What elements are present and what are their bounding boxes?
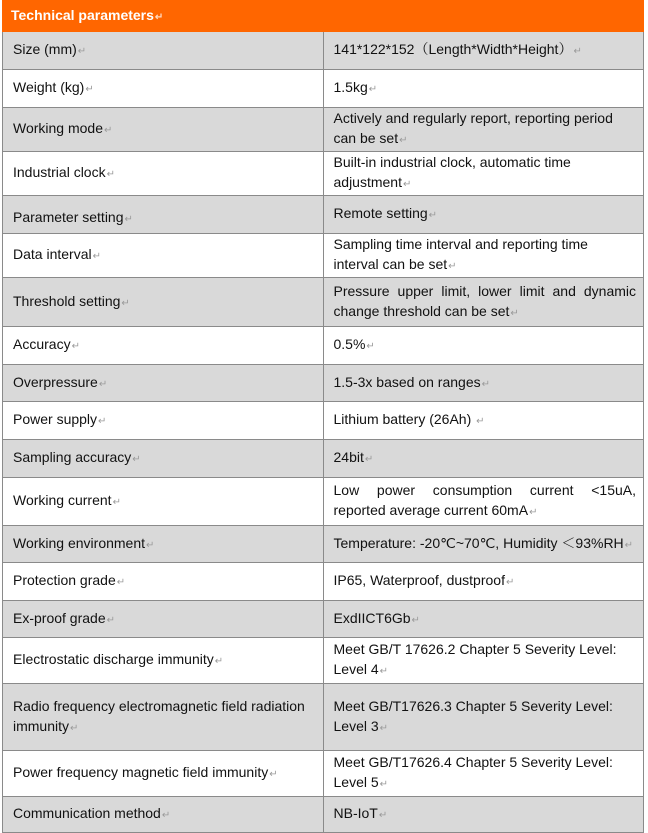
- param-name-text: Power supply: [13, 411, 98, 427]
- param-value: [323, 152, 644, 196]
- table-row: [3, 478, 644, 526]
- table-row: [3, 32, 644, 70]
- param-value-text: 1.5kg: [333, 79, 368, 95]
- paragraph-mark-icon: ↵: [146, 539, 155, 551]
- param-name: [3, 365, 324, 402]
- param-value: [323, 327, 644, 365]
- paragraph-mark-icon: ↵: [378, 810, 388, 821]
- param-value-text: NB-IoT: [333, 805, 378, 821]
- param-value: [323, 638, 644, 684]
- param-name-text: Protection grade: [13, 572, 116, 588]
- table-row: [3, 440, 644, 478]
- param-name: [3, 234, 324, 278]
- param-name-text: Working current: [13, 492, 112, 508]
- param-name-text: Threshold setting: [13, 292, 121, 309]
- param-value: [323, 32, 644, 70]
- param-name: [3, 563, 324, 601]
- paragraph-mark-icon: ↵: [106, 169, 115, 180]
- param-value-text: 1.5-3x based on ranges: [333, 373, 481, 390]
- param-value: [323, 234, 644, 278]
- table-row: [3, 563, 644, 601]
- param-name-text: Accuracy: [13, 336, 71, 352]
- param-name: [3, 638, 324, 684]
- paragraph-mark-icon: ↵: [505, 577, 515, 588]
- paragraph-mark-icon: ↵: [366, 341, 375, 352]
- param-value: [323, 526, 644, 563]
- table-row: [3, 327, 644, 365]
- paragraph-mark-icon: ↵: [154, 11, 164, 23]
- table-row: [3, 601, 644, 638]
- paragraph-mark-icon: ↵: [70, 722, 79, 734]
- paragraph-mark-icon: ↵: [98, 416, 107, 427]
- param-value-text: Lithium battery (26Ah): [333, 411, 476, 427]
- param-value: [323, 684, 644, 751]
- param-name-text: Working mode: [13, 120, 104, 136]
- param-name-text: Size (mm): [13, 41, 77, 57]
- param-value: [323, 478, 644, 526]
- param-value: [323, 563, 644, 601]
- param-value-text: IP65, Waterproof, dustproof: [333, 572, 505, 588]
- paragraph-mark-icon: ↵: [214, 656, 224, 667]
- paragraph-mark-icon: ↵: [269, 769, 278, 780]
- param-name: [3, 402, 324, 440]
- param-value-text: 0.5%: [333, 336, 366, 352]
- param-value-text: Meet GB/T17626.4 Chapter 5 Severity Level: Level 5: [333, 754, 613, 790]
- paragraph-mark-icon: ↵: [104, 125, 113, 136]
- param-name-text: Ex-proof grade: [13, 609, 106, 626]
- paragraph-mark-icon: ↵: [379, 779, 389, 790]
- table-row: [3, 70, 644, 108]
- param-value: [323, 601, 644, 638]
- param-value: [323, 751, 644, 797]
- table-header-row: [3, 1, 644, 32]
- table-title: [3, 1, 644, 32]
- param-value: [323, 365, 644, 402]
- paragraph-mark-icon: ↵: [85, 84, 94, 95]
- param-name: [3, 108, 324, 152]
- paragraph-mark-icon: ↵: [399, 135, 408, 146]
- technical-parameters-table: [2, 0, 644, 833]
- param-value-text: Low power consumption current <15uA, reported average current 60mA: [333, 482, 636, 518]
- paragraph-mark-icon: ↵: [510, 307, 519, 319]
- param-name-text: Radio frequency electromagnetic field radiation immunity: [13, 697, 305, 734]
- param-name-text: Communication method: [13, 805, 161, 821]
- param-value: [323, 108, 644, 152]
- paragraph-mark-icon: ↵: [411, 614, 420, 626]
- param-name: [3, 152, 324, 196]
- table-row: [3, 402, 644, 440]
- paragraph-mark-icon: ↵: [448, 261, 457, 272]
- paragraph-mark-icon: ↵: [624, 539, 634, 551]
- paragraph-mark-icon: ↵: [77, 46, 87, 57]
- param-name: [3, 751, 324, 797]
- parameters-table-container: [2, 0, 644, 833]
- param-name: [3, 196, 324, 234]
- table-row: [3, 797, 644, 833]
- table-row: [3, 526, 644, 563]
- paragraph-mark-icon: ↵: [379, 666, 389, 677]
- param-value-text: ExdIICT6Gb: [333, 609, 411, 626]
- param-value-text: 24bit: [333, 449, 364, 465]
- param-name-text: Parameter setting: [13, 209, 124, 225]
- param-name: [3, 440, 324, 478]
- param-name-text: Industrial clock: [13, 164, 106, 180]
- param-value-text: Pressure upper limit, lower limit and dynamic change threshold can be set: [333, 282, 636, 319]
- param-name: [3, 526, 324, 563]
- paragraph-mark-icon: ↵: [124, 214, 133, 225]
- param-name-text: Data interval: [13, 246, 92, 262]
- param-value-text: Built-in industrial clock, automatic time adjustment: [333, 154, 571, 190]
- param-value-text: 141*122*152（Length*Width*Height）: [333, 41, 573, 57]
- param-value-text: Meet GB/T17626.3 Chapter 5 Severity Level: Level 3: [333, 697, 613, 734]
- param-name-text: Power frequency magnetic field immunity: [13, 764, 269, 780]
- paragraph-mark-icon: ↵: [98, 378, 108, 390]
- param-name-text: Overpressure: [13, 373, 98, 390]
- paragraph-mark-icon: ↵: [106, 614, 115, 626]
- param-value-text: Actively and regularly report, reporting period can be set: [333, 110, 613, 146]
- param-name: [3, 278, 324, 327]
- paragraph-mark-icon: ↵: [428, 210, 438, 221]
- table-row: [3, 365, 644, 402]
- paragraph-mark-icon: ↵: [132, 454, 141, 465]
- param-name: [3, 684, 324, 751]
- paragraph-mark-icon: ↵: [121, 297, 130, 309]
- paragraph-mark-icon: ↵: [71, 341, 80, 352]
- paragraph-mark-icon: ↵: [161, 810, 171, 821]
- param-name-text: Electrostatic discharge immunity: [13, 651, 214, 667]
- paragraph-mark-icon: ↵: [481, 378, 490, 390]
- param-name-text: Sampling accuracy: [13, 449, 132, 465]
- paragraph-mark-icon: ↵: [368, 84, 378, 95]
- param-value-text: Temperature: -20℃~70℃, Humidity ＜93%RH: [333, 534, 624, 551]
- table-row: [3, 638, 644, 684]
- paragraph-mark-icon: ↵: [476, 416, 485, 427]
- table-row: [3, 152, 644, 196]
- param-name: [3, 327, 324, 365]
- param-value: [323, 440, 644, 478]
- param-name: [3, 70, 324, 108]
- param-value: [323, 278, 644, 327]
- param-name: [3, 32, 324, 70]
- param-value: [323, 196, 644, 234]
- table-row: [3, 196, 644, 234]
- param-value-text: Meet GB/T 17626.2 Chapter 5 Severity Level: Level 4: [333, 641, 617, 677]
- param-name-text: Working environment: [13, 534, 146, 551]
- param-name: [3, 601, 324, 638]
- paragraph-mark-icon: ↵: [92, 251, 101, 262]
- paragraph-mark-icon: ↵: [529, 507, 538, 518]
- paragraph-mark-icon: ↵: [364, 454, 374, 465]
- table-title-text: Technical parameters: [11, 6, 154, 23]
- param-value: [323, 70, 644, 108]
- table-row: [3, 234, 644, 278]
- table-row: [3, 684, 644, 751]
- table-row: [3, 278, 644, 327]
- param-value: [323, 797, 644, 833]
- paragraph-mark-icon: ↵: [573, 46, 582, 57]
- paragraph-mark-icon: ↵: [402, 179, 412, 190]
- paragraph-mark-icon: ↵: [112, 497, 121, 508]
- param-name-text: Weight (kg): [13, 79, 85, 95]
- param-value-text: Remote setting: [333, 205, 428, 221]
- paragraph-mark-icon: ↵: [116, 577, 126, 588]
- param-name: [3, 478, 324, 526]
- param-value: [323, 402, 644, 440]
- paragraph-mark-icon: ↵: [379, 722, 389, 734]
- param-value-text: Sampling time interval and reporting time interval can be set: [333, 236, 588, 272]
- table-row: [3, 751, 644, 797]
- param-name: [3, 797, 324, 833]
- table-row: [3, 108, 644, 152]
